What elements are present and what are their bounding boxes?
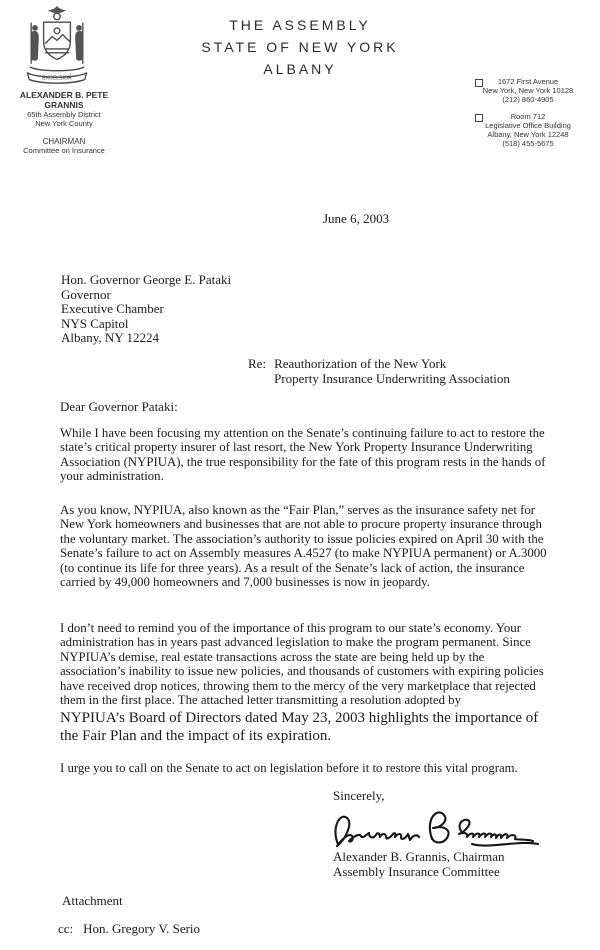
seal-motto: EXCELSIOR — [42, 75, 72, 82]
checkbox-icon — [475, 114, 483, 122]
cc-label: cc: — [58, 921, 74, 936]
recipient-line: NYS Capitol — [61, 315, 129, 331]
letter-date: June 6, 2003 — [323, 211, 390, 226]
recipient-line: Albany, NY 12224 — [61, 330, 159, 345]
letterhead-line3: ALBANY — [263, 61, 337, 77]
member-name: ALEXANDER B. PETE GRANNIS — [19, 90, 109, 110]
cc-line — [58, 921, 200, 937]
paragraph-2: As you know, NYPIUA, also known as the “Fair Plan,” serves as the insurance safety net for New York homeowners and businesses that are not able to procure property insurance through the voluntary market. The association’s authority to issue policies expired on April 30 with the Senate’s failure to act on Assembly measures A.4527 (to make NYPIUA permanent) or A.3000 (to continue its life for three years). As a result of the Senate’s lack of action, the insurance carried by 49,000 homeowners and 7,000 businesses is now in jeopardy. — [60, 503, 547, 590]
paragraph-3: I don’t need to remind you of the importance of this program to our state’s economy. Your administration has in years past advanced legislation to make the program permanent. Since NYPIUA’s demise, real estate transactions across the state are being held up by the association’s inability to issue new policies, and thousands of customers with expiring policies have received drop notices, throwing them to the mercy of the very marketplace that rejected them in the first place. The attached letter transmitting a resolution adopted by — [60, 621, 544, 708]
office-nyc-line1: 1672 First Avenue — [497, 77, 559, 86]
letterhead-line1: THE ASSEMBLY — [229, 17, 371, 33]
paragraph-4: I urge you to call on the Senate to act on legislation before it to restore this vital program. — [60, 761, 518, 775]
signature-block — [333, 850, 504, 879]
member-district: 65th Assembly District — [27, 110, 101, 119]
office-albany-line3: Albany, New York 12248 — [487, 129, 569, 139]
recipient-address — [61, 273, 231, 346]
letterhead-line2: STATE OF NEW YORK — [201, 39, 399, 55]
office-nyc-line3: (212) 860-4905 — [502, 94, 554, 104]
signature-script — [326, 806, 544, 854]
member-role: CHAIRMAN — [42, 137, 86, 146]
closing: Sincerely, — [333, 788, 385, 803]
re-label: Re: — [248, 356, 267, 371]
office-nyc — [462, 78, 594, 104]
re-line2: Property Insurance Underwriting Association — [274, 371, 510, 386]
paragraph-1: While I have been focusing my attention on the Senate’s continuing failure to act to restore the state’s critical property insurer of last resort, the New York Property Insurance Underwriting Association (NYPIUA), the true responsibility for the fate of this program rests in the hands of your administration. — [60, 426, 546, 484]
office-albany — [462, 113, 594, 148]
member-credentials — [0, 90, 128, 155]
letterhead-title — [10, 14, 590, 80]
member-county: New York County — [35, 119, 93, 128]
signer-title: Assembly Insurance Committee — [333, 863, 500, 879]
signer-name: Alexander B. Grannis, Chairman — [333, 849, 505, 864]
attachment-note: Attachment — [62, 893, 123, 908]
recipient-line: Hon. Governor George E. Pataki — [61, 272, 232, 287]
recipient-line: Governor — [61, 286, 111, 302]
office-addresses — [462, 78, 594, 158]
recipient-line: Executive Chamber — [61, 301, 164, 316]
salutation: Dear Governor Pataki: — [60, 399, 178, 414]
office-nyc-line2: New York, New York 10128 — [482, 85, 574, 95]
cc-value: Hon. Gregory V. Serio — [83, 921, 201, 936]
re-line1: Reauthorization of the New York — [274, 356, 447, 371]
member-committee: Committee on Insurance — [23, 146, 105, 155]
office-albany-line2: Legislative Office Building — [485, 121, 571, 131]
paragraph-3-emphasis: NYPIUA’s Board of Directors dated May 23, 2003 highlights the importance of the Fair Plan and the impact of its expiration. — [60, 710, 539, 744]
checkbox-icon — [475, 79, 483, 87]
office-albany-line4: (518) 455-5675 — [502, 138, 554, 148]
office-albany-line1: Room 712 — [510, 112, 546, 122]
subject-line — [248, 356, 510, 386]
